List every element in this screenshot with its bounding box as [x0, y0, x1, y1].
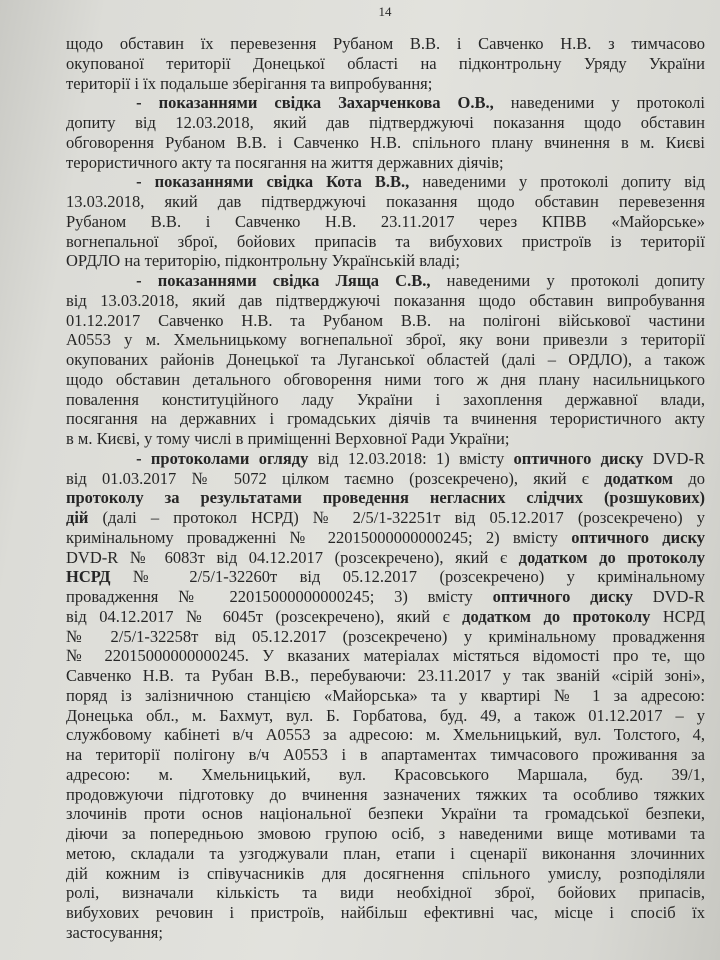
text-segment: допиту від 12.03.2018, який дав підтверджуючі показання щодо обставин [66, 113, 705, 132]
text-segment: окупованих районів Донецької та Луганської областей (далі – ОРДЛО), а також [66, 350, 705, 369]
text-segment: кримінальному провадженні № 22015000000000245; 2) вмісту [66, 527, 572, 547]
text-line [66, 172, 705, 192]
bold-text: - протоколами огляду [136, 448, 309, 468]
text-segment: застосування; [66, 922, 163, 942]
text-segment: повалення конституційного ладу України і захоплення державної влади, [66, 389, 705, 409]
text-segment: наведеними у протоколі допиту від [409, 172, 705, 192]
text-segment: наведеними у протоколі допиту [430, 271, 705, 290]
text-line [66, 34, 705, 54]
text-line [66, 923, 705, 943]
bold-text: додатком до протоколу [518, 547, 705, 567]
text-line [66, 587, 705, 607]
document-body [66, 34, 706, 943]
text-segment: службовому кабінеті в/ч А0553 за адресою: м. Хмельницький, вул. Толстого, 4, [66, 725, 705, 745]
bold-text: оптичного диску [513, 448, 644, 468]
text-line [66, 370, 705, 390]
bold-text: додатком [604, 468, 674, 488]
text-line [66, 113, 705, 133]
text-line [66, 93, 705, 113]
text-line [66, 212, 705, 232]
text-segment: на території полігону в/ч А0553 і в апартаментах тимчасового проживання за [66, 745, 705, 764]
text-line [66, 548, 705, 568]
text-segment: до [673, 468, 705, 488]
text-segment: 01.12.2017 Савченко Н.В. та Рубаном В.В. на полігоні військової частини [66, 310, 705, 330]
text-line [66, 192, 705, 212]
text-segment: Рубаном В.В. і Савченко Н.В. 23.11.2017 через КПВВ «Майорське» [66, 211, 705, 231]
text-segment: адресою: м. Хмельницький, вул. Красовського Маршала, буд. 39/1, [66, 764, 705, 784]
text-line [66, 745, 705, 765]
text-line [66, 153, 705, 173]
text-segment: щодо обставин їх перевезення Рубаном В.В. і Савченко Н.В. з тимчасово [66, 34, 705, 53]
bold-text: - показаннями свідка Ляща С.В., [136, 271, 431, 290]
text-segment: території і їх подальше зберігання та випробування; [66, 73, 433, 93]
text-segment: № 2/5/1-32258т від 05.12.2017 (розсекречено) у кримінальному провадження [66, 626, 705, 646]
text-segment: від 13.03.2018, який дав підтверджуючі показання щодо обставин випробування [66, 290, 705, 310]
bold-text: додатком до протоколу [462, 606, 651, 626]
text-line [66, 627, 705, 647]
text-line [66, 686, 705, 706]
text-line [66, 883, 705, 903]
text-segment: провадження № 22015000000000245; 3) вмісту [66, 587, 493, 606]
text-segment: від 04.12.2017 № 6045т (розсекречено), який є [66, 606, 463, 626]
text-line [66, 844, 705, 864]
text-line [66, 54, 705, 74]
text-line [66, 271, 705, 291]
text-segment: від 01.03.2017 № 5072 цілком таємно (розсекречено), який є [66, 468, 605, 488]
bold-text: дій [66, 508, 89, 527]
text-line [66, 232, 705, 252]
page-number: 14 [378, 4, 392, 19]
text-segment: DVD-R [643, 448, 705, 468]
text-segment: 13.03.2018, який дав підтверджуючі показання щодо обставин перевезення [66, 192, 705, 211]
text-segment: від 12.03.2018: 1) вмісту [308, 448, 514, 468]
text-segment: посягання на державних і громадських діячів та вчинення терористичного акту [66, 409, 705, 429]
text-segment: А0553 у м. Хмельницькому вогнепальної зброї, яку вони привезли з території [66, 330, 705, 350]
text-line [66, 251, 705, 271]
text-segment: ролі, визначали кількість та види необхідної зброї, бойових припасів, [66, 883, 705, 903]
text-line [66, 74, 705, 94]
text-line [66, 488, 705, 508]
bold-text: протоколу за результатами проведення негласних слідчих (розшукових) [66, 488, 705, 508]
text-line [66, 666, 705, 686]
text-segment: обговорення Рубаном В.В. і Савченко Н.В. спільного плану вчинення в м. Києві [66, 132, 705, 152]
text-line [66, 824, 705, 844]
text-line [66, 409, 705, 429]
text-line [66, 785, 705, 805]
text-line [66, 469, 705, 489]
text-segment: поряд із залізничною станцією «Майорська» та у квартирі № 1 за адресою: [66, 685, 705, 705]
bold-text: оптичного диску [571, 527, 705, 547]
text-segment: № 22015000000000245. У вказаних матеріалах містяться відомості про те, що [66, 646, 705, 666]
text-line [66, 350, 705, 370]
text-segment: терористичного акту та посягання на життя державних діячів; [66, 152, 504, 172]
text-line [66, 706, 705, 726]
text-segment: № 2/5/1-32260т від 05.12.2017 (розсекречено) у кримінальному [110, 567, 705, 587]
text-line [66, 311, 705, 331]
bold-text: НСРД [66, 567, 111, 587]
text-segment: DVD-R № 6083т від 04.12.2017 (розсекречено), який є [66, 547, 519, 567]
text-segment: Донецька обл., м. Бахмут, вул. Б. Горбатова, буд. 49, а також 01.12.2017 – у [66, 705, 705, 725]
text-line [66, 864, 705, 884]
bold-text: - показаннями свідка Захарченкова О.В., [136, 93, 494, 113]
text-line [66, 330, 705, 350]
bold-text: оптичного диску [492, 587, 633, 606]
text-segment: вибухових речовин і пристроїв, найбільш ефективні час, місце і спосіб їх [66, 903, 705, 922]
text-line [66, 390, 705, 410]
text-line [66, 508, 705, 528]
text-segment: ОРДЛО на територію, підконтрольну Українській владі; [66, 251, 460, 271]
text-line [66, 133, 705, 153]
text-segment: дій кожним із співучасників для досягнення спільного умислу, розподіляли [66, 863, 705, 883]
text-line [66, 804, 705, 824]
text-line [66, 449, 705, 469]
bold-text: - показаннями свідка Кота В.В., [136, 172, 410, 192]
text-line [66, 567, 705, 587]
text-line [66, 528, 705, 548]
text-line [66, 429, 705, 449]
text-line [66, 765, 705, 785]
text-segment: продовжуючи підготовку до вчинення зазначених тяжких та особливо тяжких [66, 784, 705, 804]
text-segment: наведеними у протоколі [493, 93, 705, 113]
text-segment: в м. Києві, у тому числі в приміщенні Верховної Ради України; [66, 429, 510, 448]
text-line [66, 646, 705, 666]
text-line [66, 291, 705, 311]
text-line [66, 607, 705, 627]
text-line [66, 903, 705, 923]
text-segment: щодо обставин детального обговорення ними того ж дня плану насильницького [66, 369, 705, 389]
text-segment: НСРД [650, 606, 705, 626]
text-segment: (далі – протокол НСРД) № 2/5/1-32251т від 05.12.2017 (розсекречено) у [88, 508, 705, 527]
text-line [66, 725, 705, 745]
text-segment: діючи за попередньою змовою групою осіб, з наведеними вище мотивами та [66, 824, 705, 843]
text-segment: окупованої території Донецької області на підконтрольну Уряду України [66, 53, 705, 73]
text-segment: злочинів проти основ національної безпеки України та громадської безпеки, [66, 804, 705, 824]
text-segment: вогнепальної зброї, бойових припасів та вибухових пристроїв із території [66, 231, 705, 251]
text-segment: Савченко Н.В. та Рубан В.В., перебуваючи: 23.11.2017 у так званій «сірій зоні», [66, 666, 705, 685]
text-segment: DVD-R [632, 587, 705, 606]
text-segment: метою, складали та узгоджували план, етапи і сценарії виконання злочинних [66, 843, 705, 863]
